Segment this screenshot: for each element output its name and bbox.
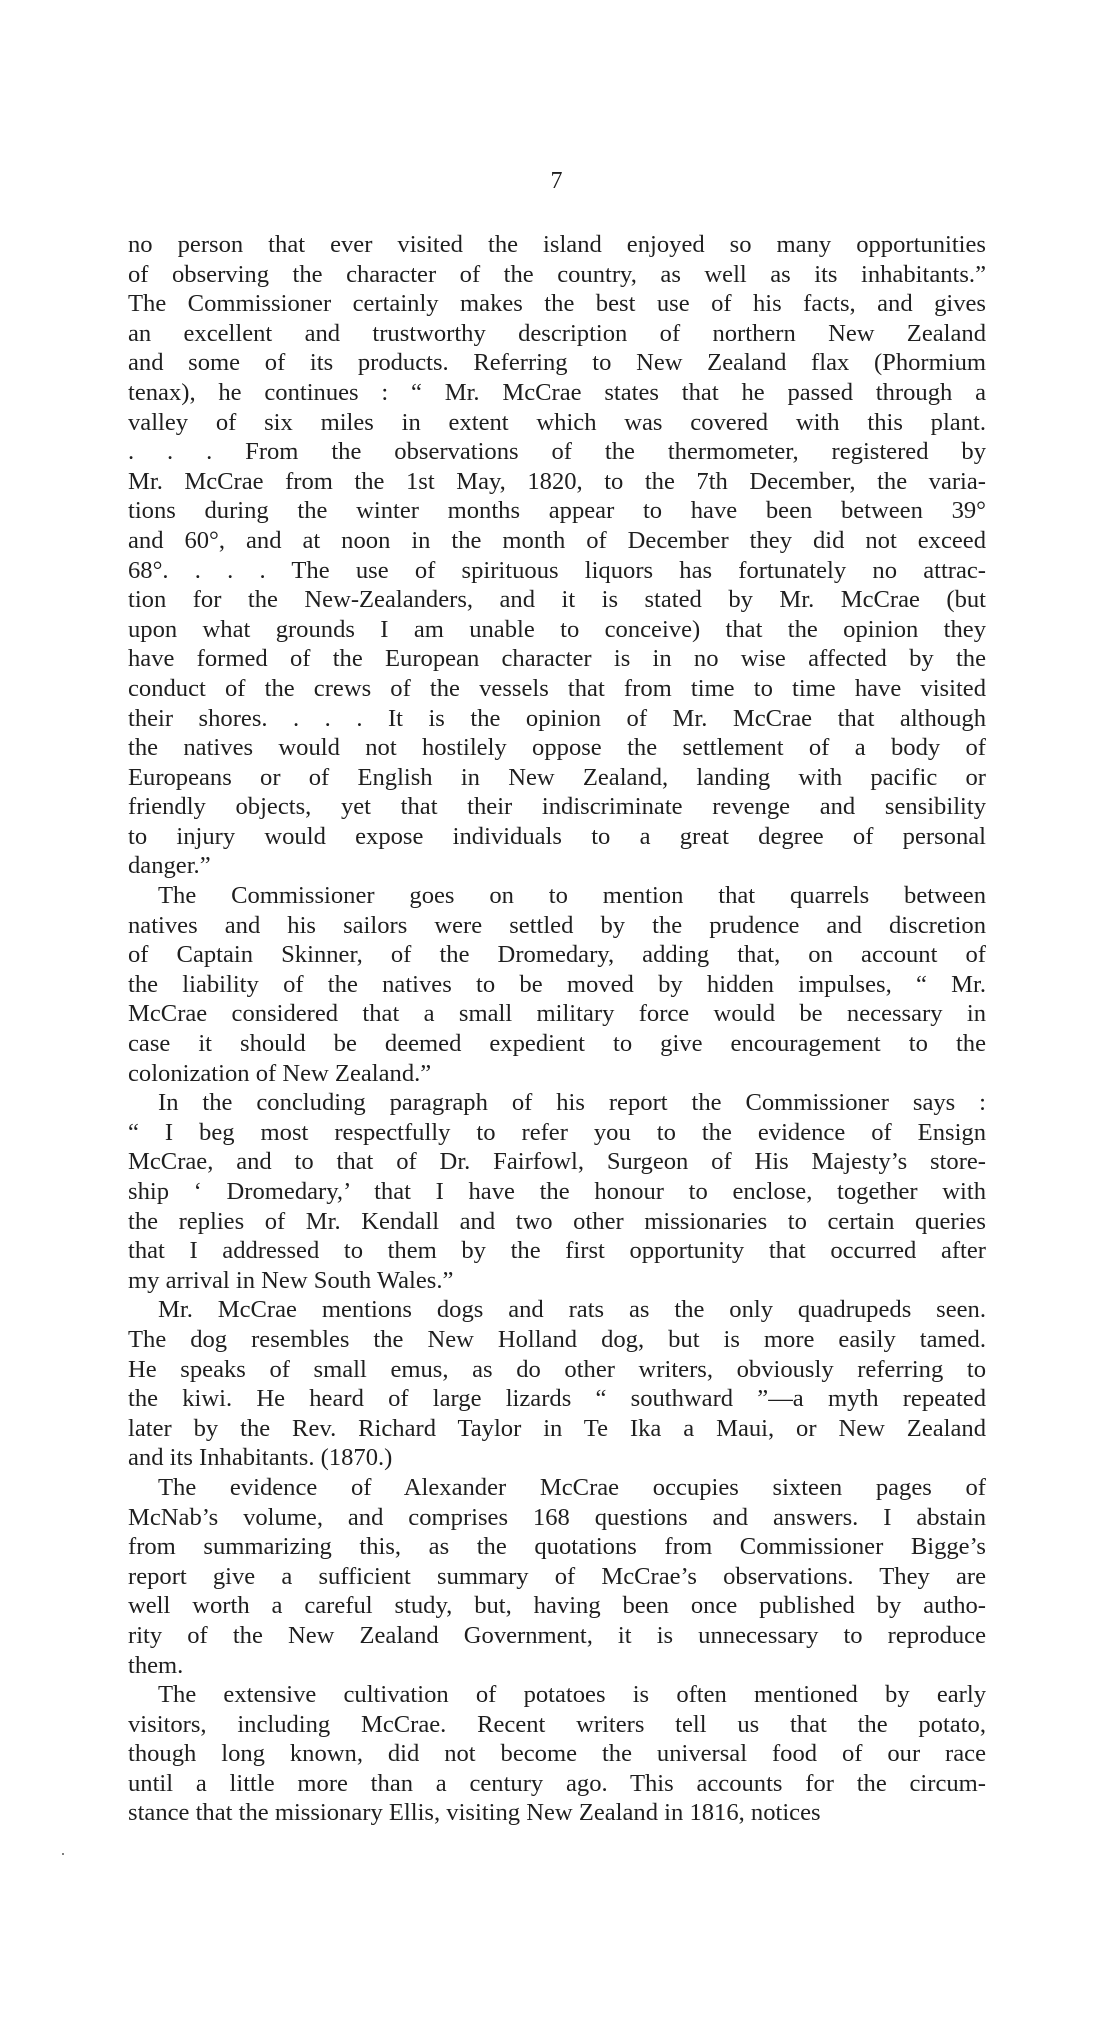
text-line: until a little more than a century ago. This accounts for the circum- (128, 1769, 986, 1797)
text-line: of observing the character of the country, as well as its inhabitants.” (128, 260, 986, 288)
text-line: danger.” (128, 852, 211, 880)
text-line: tenax), he continues : “ Mr. McCrae states that he passed through a (128, 378, 986, 406)
text-line: visitors, including McCrae. Recent writers tell us that the potato, (128, 1710, 986, 1738)
text-line: that I addressed to them by the first opportunity that occurred after (128, 1237, 986, 1265)
text-line: my arrival in New South Wales.” (128, 1266, 454, 1294)
text-line: though long known, did not become the universal food of our race (128, 1740, 986, 1768)
margin-mark (62, 1853, 64, 1855)
text-line: report give a sufficient summary of McCrae’s observations. They are (128, 1562, 986, 1590)
text-line: to injury would expose individuals to a great degree of personal (128, 822, 986, 850)
text-line: The Commissioner goes on to mention that quarrels between (158, 882, 986, 910)
text-line: and some of its products. Referring to New Zealand flax (Phormium (128, 349, 986, 377)
text-line: of Captain Skinner, of the Dromedary, adding that, on account of (128, 941, 986, 969)
text-line: have formed of the European character is in no wise affected by the (128, 645, 986, 673)
text-line: friendly objects, yet that their indiscriminate revenge and sensibility (128, 793, 986, 821)
text-line: the replies of Mr. Kendall and two other missionaries to certain queries (128, 1207, 986, 1235)
text-line: The Commissioner certainly makes the best use of his facts, and gives (128, 290, 986, 318)
text-line: case it should be deemed expedient to give encouragement to the (128, 1030, 986, 1058)
text-line: no person that ever visited the island enjoyed so many opportunities (128, 231, 986, 258)
text-line: well worth a careful study, but, having been once published by autho- (128, 1592, 986, 1620)
text-line: In the concluding paragraph of his report the Commissioner says : (158, 1089, 986, 1117)
text-line: McCrae considered that a small military force would be necessary in (128, 1000, 986, 1028)
text-line: stance that the missionary Ellis, visiting New Zealand in 1816, notices (128, 1799, 821, 1827)
text-line: tion for the New-Zealanders, and it is stated by Mr. McCrae (but (128, 586, 986, 614)
text-line: McCrae, and to that of Dr. Fairfowl, Surgeon of His Majesty’s store- (128, 1148, 986, 1176)
paragraph (128, 1680, 986, 1828)
paragraph (128, 230, 986, 881)
text-line: colonization of New Zealand.” (128, 1059, 432, 1087)
text-line: McNab’s volume, and comprises 168 questions and answers. I abstain (128, 1503, 986, 1531)
paragraph (128, 881, 986, 1088)
text-line: the liability of the natives to be moved by hidden impulses, “ Mr. (128, 970, 986, 998)
text-line: The dog resembles the New Holland dog, but is more easily tamed. (128, 1325, 986, 1353)
text-line: The evidence of Alexander McCrae occupies sixteen pages of (158, 1473, 986, 1501)
text-line: from summarizing this, as the quotations from Commissioner Bigge’s (128, 1533, 986, 1561)
text-line: later by the Rev. Richard Taylor in Te Ika a Maui, or New Zealand (128, 1414, 986, 1442)
text-line: tions during the winter months appear to have been between 39° (128, 497, 986, 525)
text-line: and 60°, and at noon in the month of December they did not exceed (128, 526, 986, 554)
text-line: natives and his sailors were settled by the prudence and discretion (128, 911, 986, 939)
text-line: their shores. . . . It is the opinion of Mr. McCrae that although (128, 704, 986, 732)
text-line: Mr. McCrae from the 1st May, 1820, to the 7th December, the varia- (128, 467, 986, 495)
text-line: valley of six miles in extent which was covered with this plant. (128, 408, 986, 436)
text-line: rity of the New Zealand Government, it is unnecessary to reproduce (128, 1621, 986, 1649)
page-number: 7 (550, 168, 564, 194)
text-line: 68°. . . . The use of spirituous liquors has fortunately no attrac- (128, 556, 986, 584)
paragraph (128, 1473, 986, 1680)
text-line: and its Inhabitants. (1870.) (128, 1444, 393, 1472)
text-line: conduct of the crews of the vessels that from time to time have visited (128, 674, 986, 702)
paragraph (128, 1295, 986, 1473)
text-line: Europeans or of English in New Zealand, landing with pacific or (128, 763, 986, 791)
text-line: them. (128, 1651, 184, 1679)
text-line: “ I beg most respectfully to refer you to the evidence of Ensign (128, 1118, 986, 1146)
body-text (128, 230, 986, 1828)
text-line: Mr. McCrae mentions dogs and rats as the only quadrupeds seen. (158, 1296, 986, 1324)
text-line: The extensive cultivation of potatoes is often mentioned by early (158, 1681, 986, 1709)
text-line: the kiwi. He heard of large lizards “ southward ”—a myth repeated (128, 1385, 986, 1413)
text-line: upon what grounds I am unable to conceive) that the opinion they (128, 615, 986, 643)
text-line: the natives would not hostilely oppose the settlement of a body of (128, 734, 986, 762)
text-line: He speaks of small emus, as do other writers, obviously referring to (128, 1355, 986, 1383)
text-line: ship ‘ Dromedary,’ that I have the honour to enclose, together with (128, 1178, 986, 1205)
paragraph (128, 1088, 986, 1295)
text-line: an excellent and trustworthy description of northern New Zealand (128, 319, 986, 347)
text-line: . . . From the observations of the thermometer, registered by (128, 438, 986, 466)
